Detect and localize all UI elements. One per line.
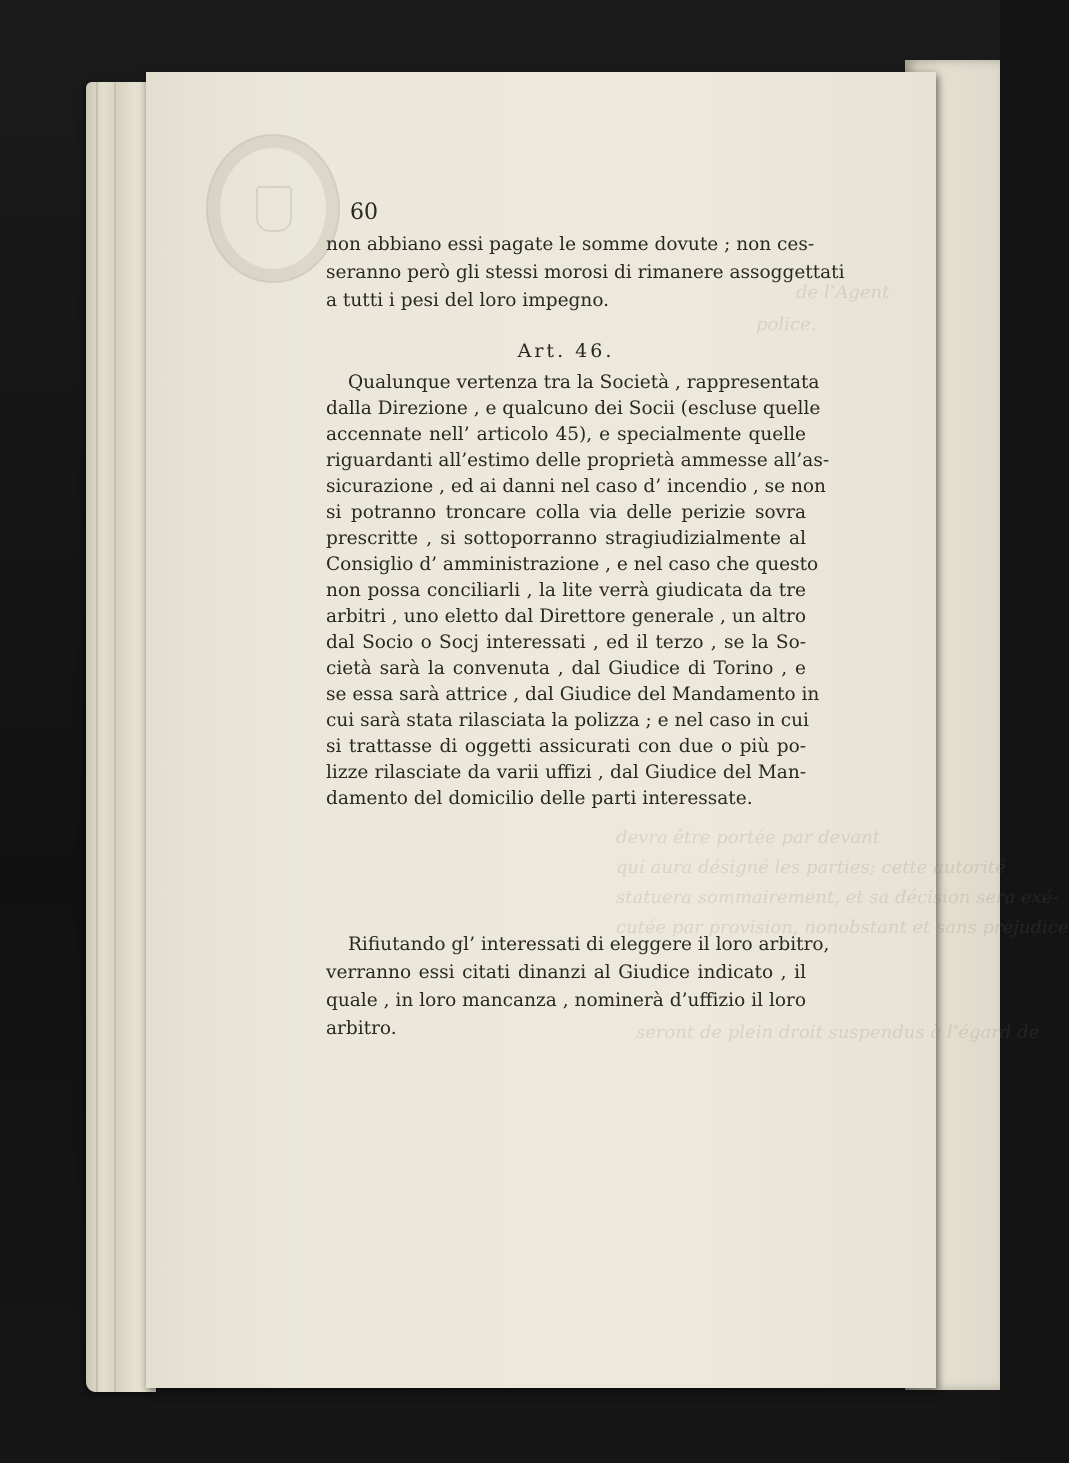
text-line: riguardanti all’estimo delle proprietà ammesse all’as-	[326, 450, 830, 471]
text-line: non abbiano essi pagate le somme dovute ; non ces-	[326, 234, 815, 255]
show-through-text: qui aura désigné les parties; cette autorité	[616, 857, 1006, 878]
text-line: prescritte , si sottoporranno stragiudizialmente al	[326, 528, 806, 549]
text-line: se essa sarà attrice , dal Giudice del Mandamento in	[326, 684, 820, 705]
text-line: non possa conciliarli , la lite verrà giudicata da tre	[326, 580, 806, 601]
text-line: Consiglio d’ amministrazione , e nel caso che questo	[326, 554, 819, 575]
embossed-seal-icon	[206, 134, 340, 283]
text-line: quale , in loro mancanza , nominerà d’uffizio il loro	[326, 990, 806, 1011]
text-line: si potranno troncare colla via delle perizie sovra	[326, 502, 806, 523]
text-line: sicurazione , ed ai danni nel caso d’ incendio , se non	[326, 476, 826, 497]
text-line: dalla Direzione , e qualcuno dei Socii (escluse quelle	[326, 398, 821, 419]
text-line: cietà sarà la convenuta , dal Giudice di Torino , e	[326, 658, 806, 679]
page-number: 60	[350, 200, 378, 225]
text-line: verranno essi citati dinanzi al Giudice indicato , il	[326, 962, 806, 983]
show-through-text: seront de plein droit suspendus à l’égard de	[636, 1022, 1040, 1043]
text-line: Qualunque vertenza tra la Società , rappresentata	[348, 372, 820, 393]
show-through-text: cutée par provision, nonobstant et sans préjudice	[616, 917, 1069, 938]
text-line: cui sarà stata rilasciata la polizza ; e nel caso in cui	[326, 710, 809, 731]
article-heading: Art. 46.	[517, 340, 615, 362]
text-line: arbitro.	[326, 1018, 397, 1039]
text-line: a tutti i pesi del loro impegno.	[326, 290, 610, 311]
text-line: seranno però gli stessi morosi di rimanere assoggettati	[326, 262, 845, 283]
book-page	[146, 72, 1069, 1388]
seal-crest-icon	[256, 186, 292, 232]
text-line: accennate nell’ articolo 45), e specialmente quelle	[326, 424, 806, 445]
text-line: arbitri , uno eletto dal Direttore generale , un altro	[326, 606, 806, 627]
text-line: Rifiutando gl’ interessati di eleggere il loro arbitro,	[348, 934, 830, 955]
text-line: dal Socio o Socj interessati , ed il terzo , se la So-	[326, 632, 806, 653]
text-line: lizze rilasciate da varii uffizi , dal Giudice del Man-	[326, 762, 806, 783]
show-through-text: statuera sommairement, et sa décision sera exé-	[616, 887, 1059, 908]
show-through-text: devra être portée par devant	[616, 827, 880, 848]
text-line: si trattasse di oggetti assicurati con due o più po-	[326, 736, 806, 757]
show-through-text: police.	[756, 314, 817, 335]
show-through-text: de l’Agent	[796, 282, 890, 303]
text-line: damento del domicilio delle parti interessate.	[326, 788, 753, 809]
